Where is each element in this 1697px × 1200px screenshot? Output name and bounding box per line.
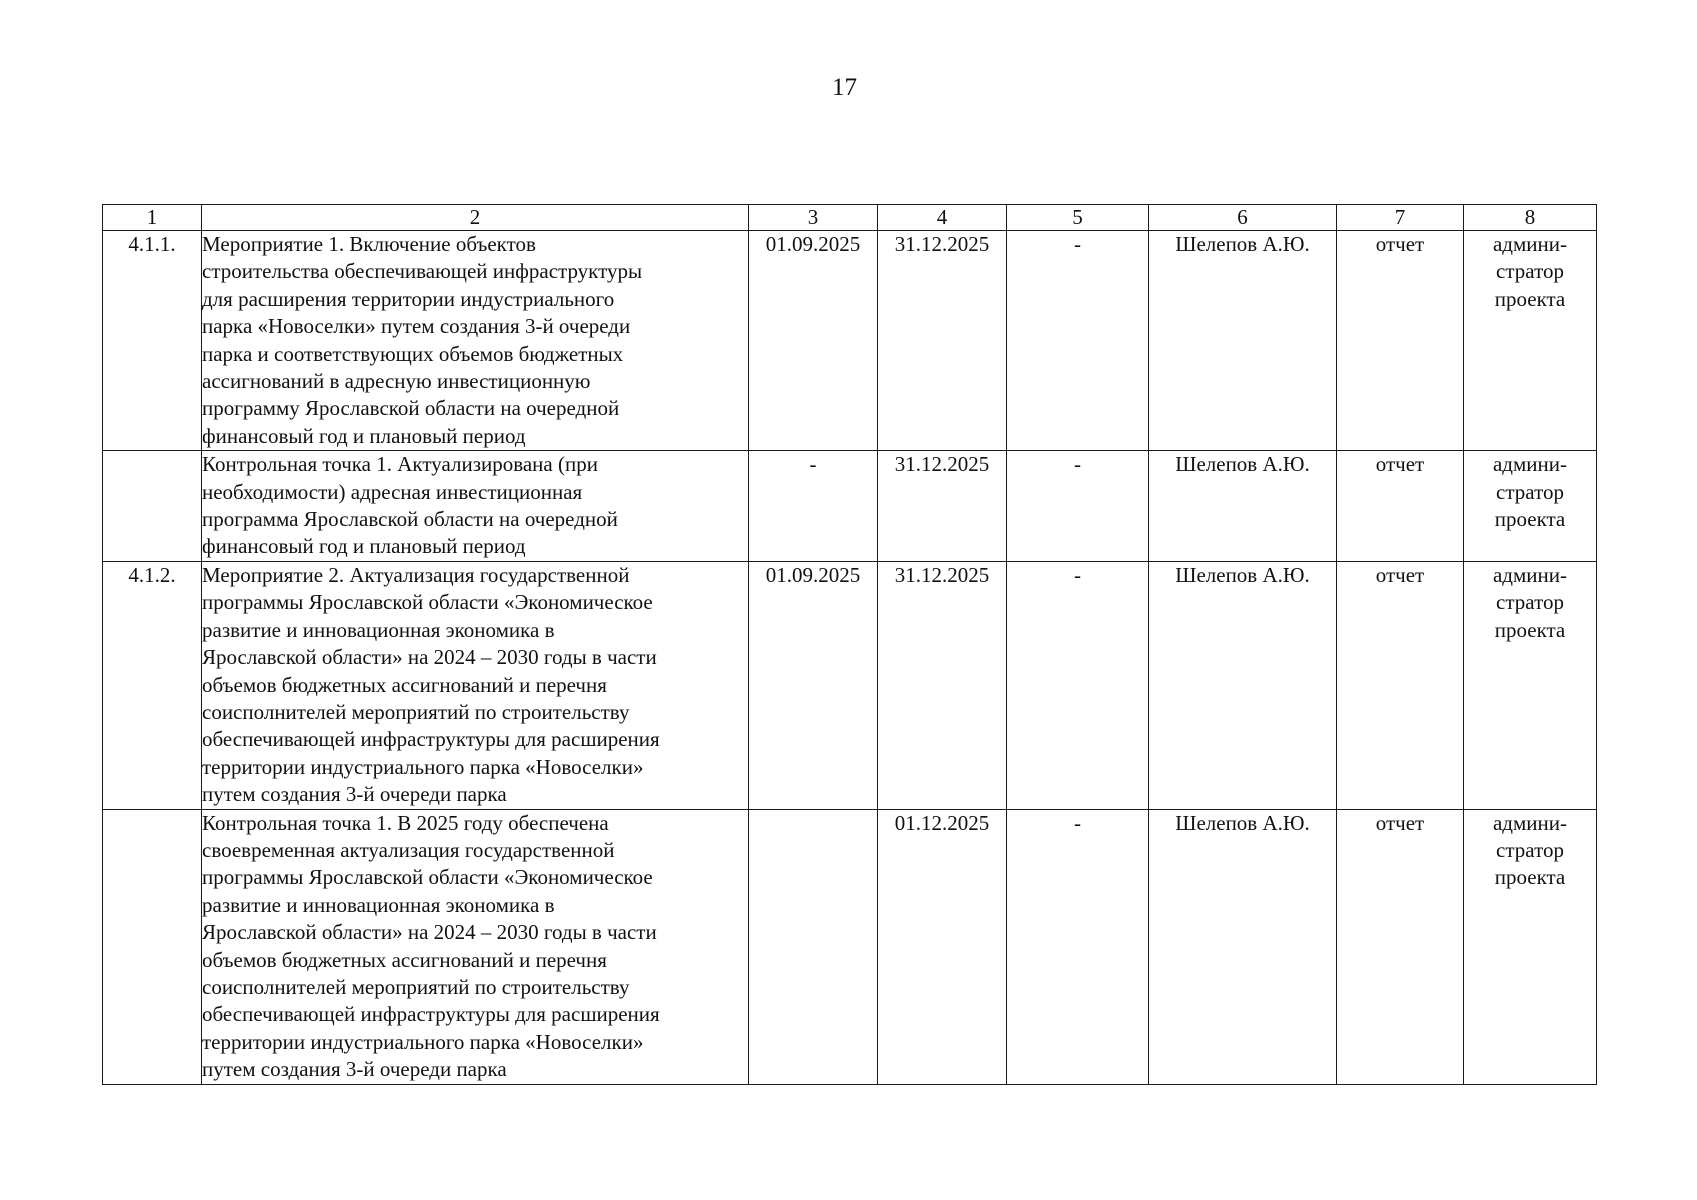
control-level: админи- стратор проекта [1464,231,1597,451]
plan-table [102,204,1597,1085]
page-number-text: 17 [832,74,857,101]
header-cell: 3 [749,205,878,231]
responsible-person: Шелепов А.Ю. [1149,231,1337,451]
end-date: 31.12.2025 [878,451,1007,562]
item-number [103,451,202,562]
item-description: Мероприятие 1. Включение объектов строительства обеспечивающей инфраструктуры для расширения территории индустриального парка «Новоселки» путем создания 3-й очереди парка и соответствующих объемов бюджетных ассигнований в адресную инвестиционную программу Ярославской области на очередной финансовый год и плановый период [202,231,749,451]
control-level: админи- стратор проекта [1464,561,1597,809]
column-5-value: - [1007,231,1149,451]
item-number [103,809,202,1084]
responsible-person: Шелепов А.Ю. [1149,809,1337,1084]
item-description: Контрольная точка 1. В 2025 году обеспечена своевременная актуализация государственной программы Ярославской области «Экономическое развитие и инновационная экономика в Ярославской области» на 2024 – 2030 годы в части объемов бюджетных ассигнований и перечня соисполнителей мероприятий по строительству обеспечивающей инфраструктуры для расширения территории индустриального парка «Новоселки» путем создания 3-й очереди парка [202,809,749,1084]
header-cell: 4 [878,205,1007,231]
column-5-value: - [1007,451,1149,562]
item-number: 4.1.2. [103,561,202,809]
result-type: отчет [1337,561,1464,809]
column-5-value: - [1007,809,1149,1084]
header-cell: 6 [1149,205,1337,231]
header-cell: 8 [1464,205,1597,231]
responsible-person: Шелепов А.Ю. [1149,451,1337,562]
table-row [103,809,1597,1084]
responsible-person: Шелепов А.Ю. [1149,561,1337,809]
header-cell: 1 [103,205,202,231]
result-type: отчет [1337,231,1464,451]
start-date [749,809,878,1084]
end-date: 31.12.2025 [878,561,1007,809]
item-description: Мероприятие 2. Актуализация государственной программы Ярославской области «Экономическое развитие и инновационная экономика в Ярославской области» на 2024 – 2030 годы в части объемов бюджетных ассигнований и перечня соисполнителей мероприятий по строительству обеспечивающей инфраструктуры для расширения территории индустриального парка «Новоселки» путем создания 3-й очереди парка [202,561,749,809]
end-date: 31.12.2025 [878,231,1007,451]
column-5-value: - [1007,561,1149,809]
result-type: отчет [1337,451,1464,562]
control-level: админи- стратор проекта [1464,809,1597,1084]
end-date: 01.12.2025 [878,809,1007,1084]
table-row [103,451,1597,562]
item-description: Контрольная точка 1. Актуализирована (при необходимости) адресная инвестиционная программа Ярославской области на очередной финансовый год и плановый период [202,451,749,562]
start-date: 01.09.2025 [749,561,878,809]
result-type: отчет [1337,809,1464,1084]
table-header-row [103,205,1597,231]
table-row [103,561,1597,809]
header-cell: 5 [1007,205,1149,231]
page-number [0,74,1697,102]
start-date: 01.09.2025 [749,231,878,451]
start-date: - [749,451,878,562]
table-row [103,231,1597,451]
header-cell: 7 [1337,205,1464,231]
item-number: 4.1.1. [103,231,202,451]
header-cell: 2 [202,205,749,231]
control-level: админи- стратор проекта [1464,451,1597,562]
